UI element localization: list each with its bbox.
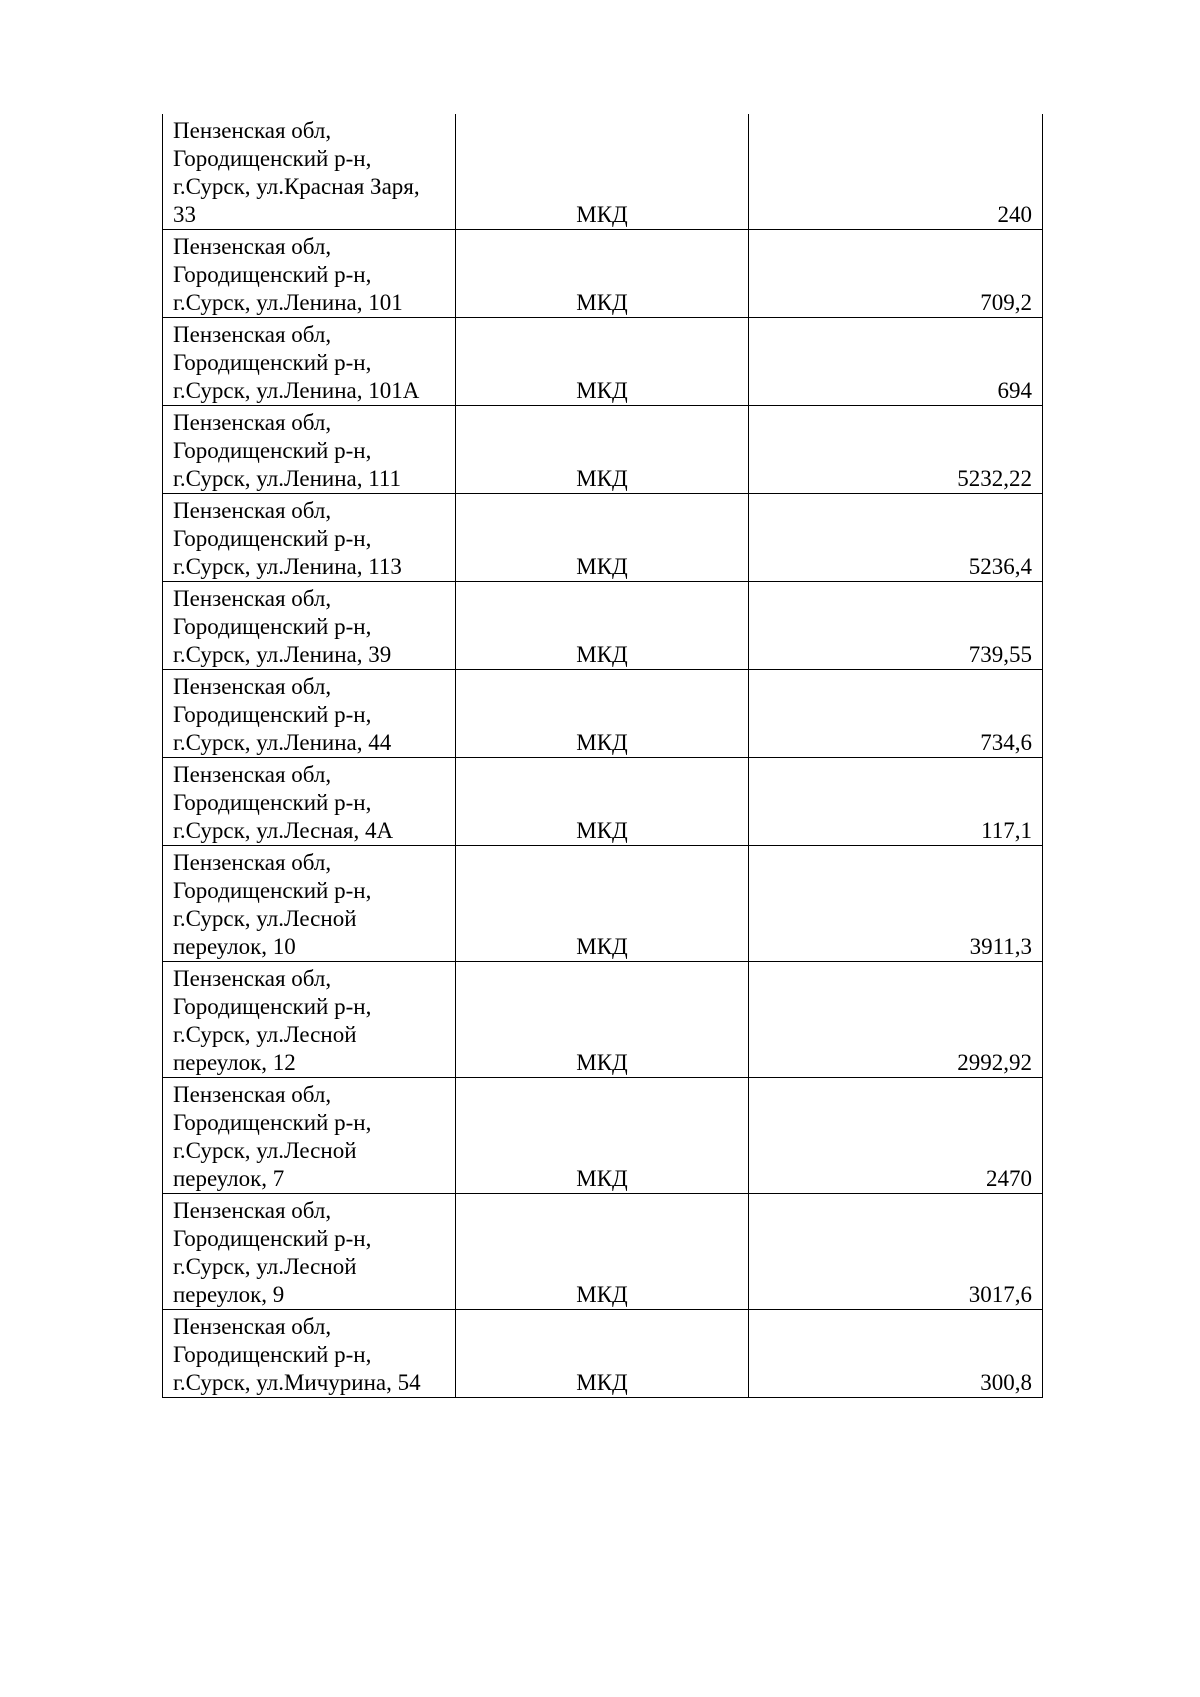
address-cell: Пензенская обл, Городищенский р-н, г.Сурск, ул.Ленина, 111 <box>163 406 456 494</box>
address-cell: Пензенская обл, Городищенский р-н, г.Сурск, ул.Лесной переулок, 12 <box>163 962 456 1078</box>
building-type-cell: МКД <box>456 670 749 758</box>
table-row <box>163 494 1043 582</box>
building-type-cell: МКД <box>456 114 749 230</box>
table-row <box>163 230 1043 318</box>
area-cell: 5232,22 <box>749 406 1043 494</box>
address-cell: Пензенская обл, Городищенский р-н, г.Сурск, ул.Ленина, 101А <box>163 318 456 406</box>
building-type-cell: МКД <box>456 1310 749 1398</box>
address-cell: Пензенская обл, Городищенский р-н, г.Сурск, ул.Лесная, 4А <box>163 758 456 846</box>
area-cell: 300,8 <box>749 1310 1043 1398</box>
area-cell: 2992,92 <box>749 962 1043 1078</box>
table-row <box>163 114 1043 230</box>
area-cell: 3911,3 <box>749 846 1043 962</box>
area-cell: 709,2 <box>749 230 1043 318</box>
area-cell: 734,6 <box>749 670 1043 758</box>
area-cell: 694 <box>749 318 1043 406</box>
table-row <box>163 1078 1043 1194</box>
building-type-cell: МКД <box>456 406 749 494</box>
table-row <box>163 1194 1043 1310</box>
area-cell: 2470 <box>749 1078 1043 1194</box>
building-type-cell: МКД <box>456 582 749 670</box>
address-cell: Пензенская обл, Городищенский р-н, г.Сурск, ул.Красная Заря, 33 <box>163 114 456 230</box>
address-cell: Пензенская обл, Городищенский р-н, г.Сурск, ул.Ленина, 113 <box>163 494 456 582</box>
building-type-cell: МКД <box>456 1078 749 1194</box>
table-row <box>163 318 1043 406</box>
table-row <box>163 1310 1043 1398</box>
table-body <box>163 114 1043 1398</box>
address-cell: Пензенская обл, Городищенский р-н, г.Сурск, ул.Ленина, 44 <box>163 670 456 758</box>
building-type-cell: МКД <box>456 494 749 582</box>
area-cell: 3017,6 <box>749 1194 1043 1310</box>
area-cell: 117,1 <box>749 758 1043 846</box>
housing-register-table <box>162 114 1043 1398</box>
area-cell: 240 <box>749 114 1043 230</box>
address-cell: Пензенская обл, Городищенский р-н, г.Сурск, ул.Лесной переулок, 7 <box>163 1078 456 1194</box>
building-type-cell: МКД <box>456 1194 749 1310</box>
building-type-cell: МКД <box>456 758 749 846</box>
address-cell: Пензенская обл, Городищенский р-н, г.Сурск, ул.Ленина, 39 <box>163 582 456 670</box>
address-cell: Пензенская обл, Городищенский р-н, г.Сурск, ул.Лесной переулок, 9 <box>163 1194 456 1310</box>
table-row <box>163 962 1043 1078</box>
building-type-cell: МКД <box>456 962 749 1078</box>
address-cell: Пензенская обл, Городищенский р-н, г.Сурск, ул.Лесной переулок, 10 <box>163 846 456 962</box>
area-cell: 5236,4 <box>749 494 1043 582</box>
building-type-cell: МКД <box>456 230 749 318</box>
table-row <box>163 846 1043 962</box>
table-row <box>163 582 1043 670</box>
building-type-cell: МКД <box>456 846 749 962</box>
address-cell: Пензенская обл, Городищенский р-н, г.Сурск, ул.Мичурина, 54 <box>163 1310 456 1398</box>
address-cell: Пензенская обл, Городищенский р-н, г.Сурск, ул.Ленина, 101 <box>163 230 456 318</box>
table-row <box>163 670 1043 758</box>
table-row <box>163 406 1043 494</box>
area-cell: 739,55 <box>749 582 1043 670</box>
building-type-cell: МКД <box>456 318 749 406</box>
table-row <box>163 758 1043 846</box>
